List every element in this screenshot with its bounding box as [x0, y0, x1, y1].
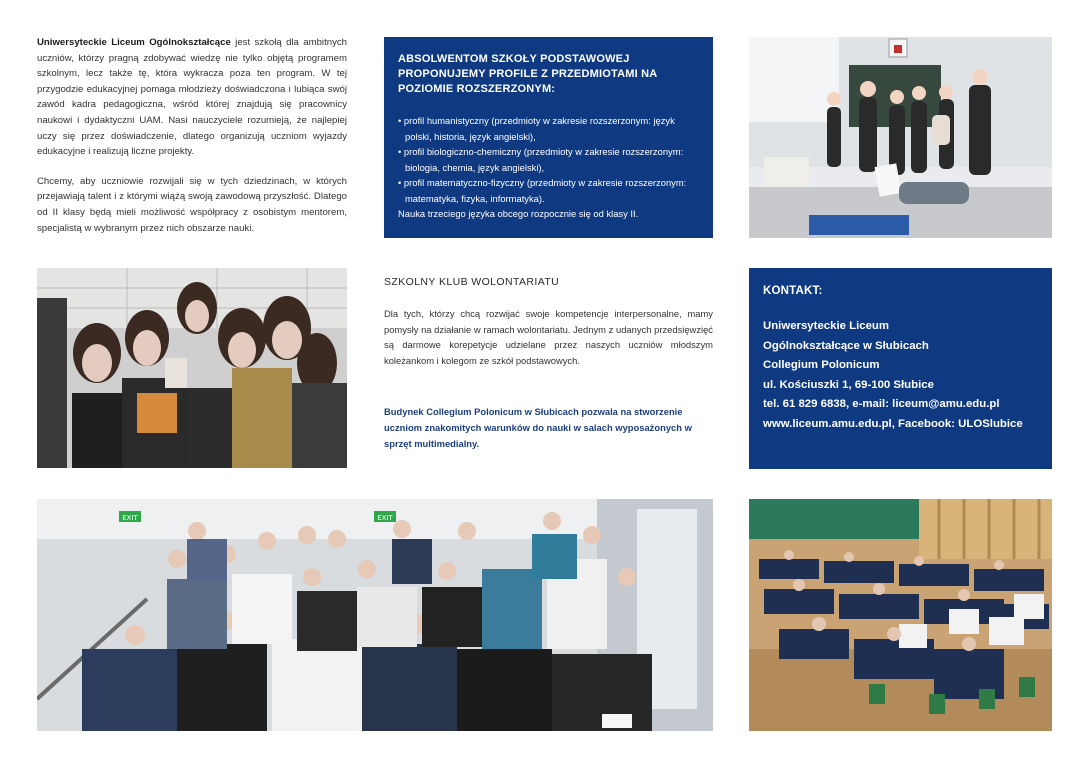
club-section: [384, 276, 713, 451]
contact-address: ul. Kościuszki 1, 69-100 Słubice: [763, 378, 934, 391]
hall-photo: [749, 499, 1052, 731]
building-note: Budynek Collegium Polonicum w Słubicach pozwala na stworzenie uczniom znakomitych warunków do nauki w salach wyposażonych w sprzęt multimedialny.: [384, 406, 692, 449]
halloween-photo: [37, 268, 347, 468]
contact-title: KONTAKT:: [763, 285, 823, 297]
contact-line: Collegium Polonicum: [763, 359, 880, 371]
club-text: Dla tych, którzy chcą rozwijać swoje kompetencje interpersonalne, mamy pomysły na działanie w ramach wolontariatu. Jednym z udanych przedsięwzięć są darmowe korepetycje udzielane przez naszych uczniów młodszym koleżankom i kolegom ze szkół podstawowych.: [384, 308, 713, 366]
profiles-note: Nauka trzeciego języka obcego rozpocznie się od klasy II.: [398, 208, 639, 219]
contact-web-facebook[interactable]: www.liceum.amu.edu.pl, Facebook: ULOSlubice: [763, 417, 1023, 430]
profile-item: • profil humanistyczny (przedmioty w zakresie rozszerzonym: język polski, historia, język angielski),: [398, 113, 699, 144]
profile-item: • profil biologiczno-chemiczny (przedmioty w zakresie rozszerzonym: biologia, chemia, język angielski),: [398, 144, 699, 175]
profiles-list: [398, 113, 699, 206]
classroom-photo: [749, 37, 1052, 238]
contact-line: Ogólnokształcące w Słubicach: [763, 339, 929, 352]
profiles-box: [384, 37, 713, 238]
exit-sign: EXIT: [122, 514, 138, 522]
intro-text: [37, 35, 347, 250]
exit-sign: EXIT: [377, 514, 393, 522]
intro-paragraph-2: Chcemy, aby uczniowie rozwijali się w tych dziedzinach, w których przejawiają talent i z którymi wiążą swoją zawodową przyszłość. Dlatego od II klasy będą mieli możliwość współpracy z osobistym mentorem, specjalistą w wybranym przez nich obszarze nauki.: [37, 175, 347, 234]
group-photo: [37, 499, 713, 731]
club-title: SZKOLNY KLUB WOLONTARIATU: [384, 276, 560, 288]
school-name: Uniwersyteckie Liceum Ogólnokształcące: [37, 37, 231, 48]
profiles-title: ABSOLWENTOM SZKOŁY PODSTAWOWEJ PROPONUJEMY PROFILE Z PRZEDMIOTAMI NA POZIOMIE ROZSZERZONYM:: [398, 53, 657, 95]
profile-item: • profil matematyczno-fizyczny (przedmioty w zakresie rozszerzonym: matematyka, fizyka, informatyka).: [398, 175, 699, 206]
contact-line: Uniwersyteckie Liceum: [763, 320, 889, 332]
contact-phone-email[interactable]: tel. 61 829 6838, e-mail: liceum@amu.edu.pl: [763, 398, 1000, 410]
contact-box: [749, 268, 1052, 469]
intro-paragraph-1: Uniwersyteckie Liceum Ogólnokształcące jest szkołą dla ambitnych uczniów, którzy pragną zdobywać wiedzę nie tylko objętą programem szkolnym, lecz także tę, która wykracza poza ten program. W tej przygodzie edukacyjnej pomaga młodzieży doświadczona i lubiąca swój zawód kadra pedagogiczna, wśród której znajdują się pracownicy naukowi i dydaktyczni UAM. Nasi nauczyciele rozumieją, że najlepiej uczy się przez doświadczenie, dlatego organizują uczniom wyjazdy edukacyjne i realizują liczne projekty.: [37, 37, 347, 158]
